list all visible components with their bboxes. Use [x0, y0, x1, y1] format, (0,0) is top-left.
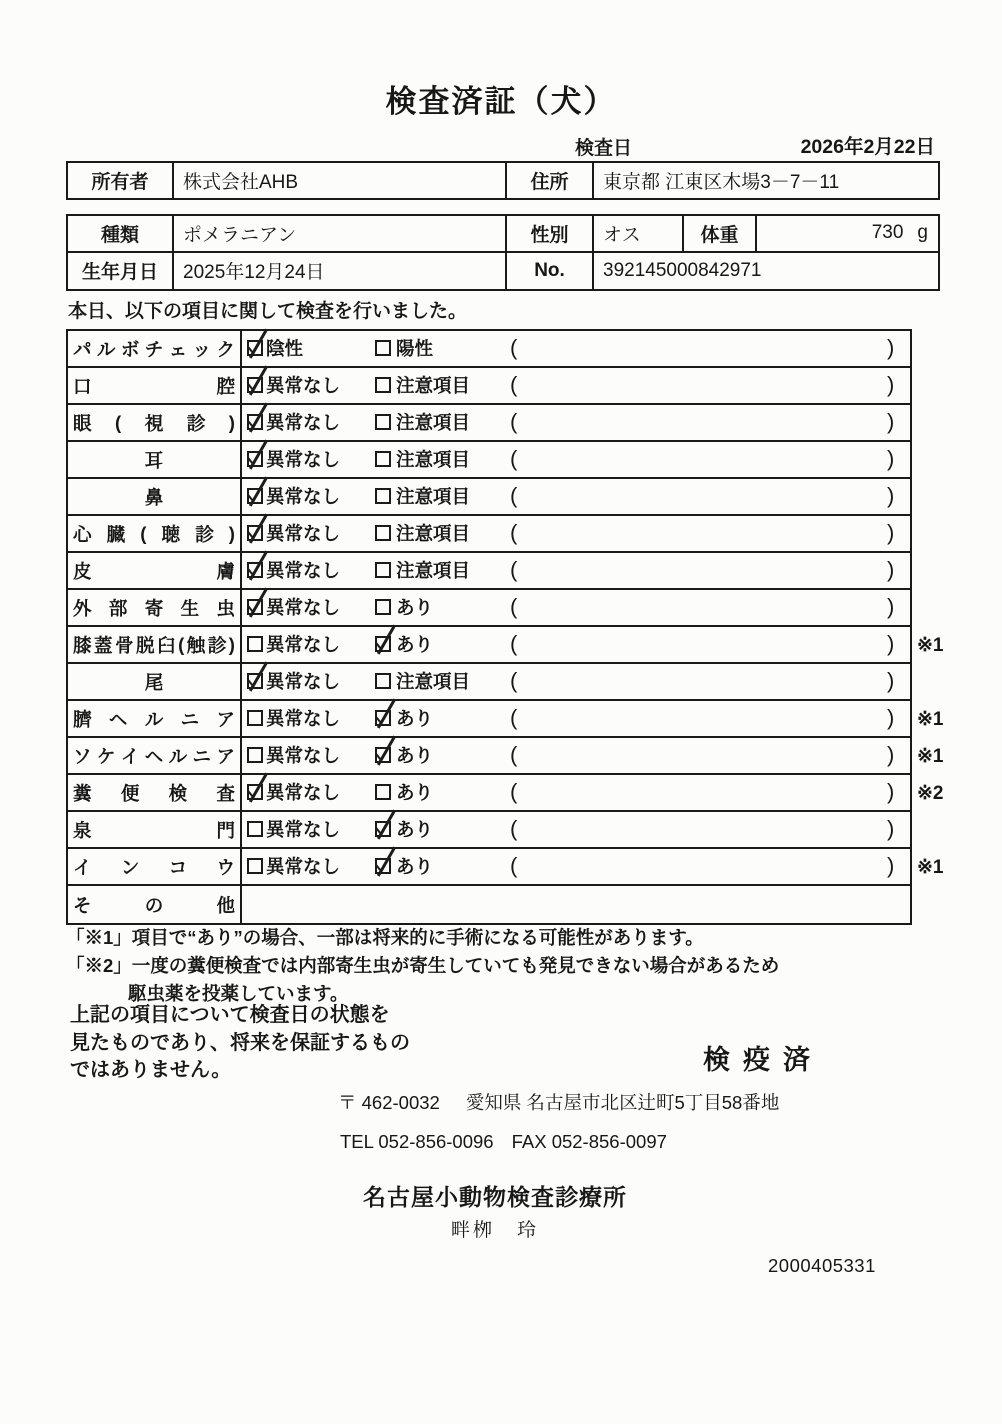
remarks-paren-close: ): [887, 372, 895, 397]
exam-item-label-char: 他: [216, 894, 235, 916]
empty-checkbox-icon: [247, 636, 263, 652]
sex-value: オス: [594, 216, 684, 253]
exam-item-label-char: 脱: [136, 634, 155, 656]
checked-checkbox-icon: [247, 599, 263, 615]
exam-result: [242, 701, 910, 736]
exam-result: [242, 627, 910, 662]
exam-item-label-char: 生: [180, 597, 200, 619]
remarks-paren-open: (: [510, 557, 518, 582]
no-label: No.: [507, 253, 594, 290]
exam-row: [68, 886, 910, 923]
exam-result: [242, 664, 910, 699]
exam-row: [68, 738, 944, 775]
exam-item-label-char: 臍: [73, 708, 92, 730]
exam-item-label-char: ボ: [120, 338, 140, 360]
option-1-label: 異常なし: [266, 597, 341, 618]
breed-label: 種類: [68, 216, 174, 253]
exam-item-label: [68, 368, 242, 403]
exam-item-label: [68, 812, 242, 847]
exam-item-label-char: 糞: [73, 782, 92, 804]
exam-item-label-char: 鼻: [144, 486, 164, 508]
exam-item-label-char: 部: [108, 597, 128, 619]
exam-item-label: [68, 479, 242, 514]
inspection-date-label: 検査日: [575, 138, 633, 159]
disclaimer-line: ではありません。: [70, 1059, 232, 1081]
exam-item-label: [68, 849, 242, 884]
exam-item-label-char: パ: [73, 338, 92, 360]
option-2-label: あり: [396, 708, 434, 729]
exam-row: [68, 590, 910, 627]
checked-checkbox-icon: [247, 377, 263, 393]
exam-row: [68, 627, 944, 664]
exam-item-label-char: コ: [168, 856, 188, 878]
clinic-fax: FAX 052-856-0097: [511, 1131, 667, 1152]
empty-checkbox-icon: [247, 747, 263, 763]
exam-item-label-char: 便: [120, 782, 140, 804]
exam-item-label-char: ): [228, 411, 235, 433]
empty-checkbox-icon: [247, 858, 263, 874]
remarks-paren-close: ): [887, 557, 895, 582]
exam-item-label-char: (: [178, 633, 185, 655]
exam-item-label-char: 膝: [73, 634, 92, 656]
exam-item-label-char: イ: [73, 856, 92, 878]
page-title: 検査済証（犬）: [385, 84, 617, 119]
exam-item-label-char: ク: [216, 338, 235, 360]
exam-item-label-char: 外: [73, 597, 92, 619]
remarks-paren-close: ): [887, 779, 895, 804]
option-2-label: あり: [396, 597, 434, 618]
exam-item-label-char: 臼: [157, 634, 176, 656]
exam-item-label: [68, 553, 242, 588]
exam-result: [242, 331, 910, 366]
remarks-paren-open: (: [510, 335, 518, 360]
exam-item-label: [68, 331, 242, 366]
empty-checkbox-icon: [375, 488, 391, 504]
clinic-tel-line: [340, 1131, 667, 1153]
footnote-ref: ※1: [917, 709, 944, 730]
exam-result: [242, 590, 910, 625]
exam-item-label-char: ヘ: [108, 708, 128, 730]
disclaimer-line: 上記の項目について検査日の状態を: [70, 1004, 390, 1026]
exam-item-label-char: 診: [207, 634, 227, 656]
exam-item-label-char: ル: [168, 745, 188, 767]
clinic-postal-line: [338, 1089, 779, 1115]
option-1-label: 異常なし: [266, 560, 341, 581]
option-2-label: あり: [396, 782, 434, 803]
exam-item-label-char: 尾: [144, 671, 164, 693]
checked-checkbox-icon: [375, 821, 391, 837]
breed-value: ポメラニアン: [174, 216, 507, 253]
weight-unit: g: [917, 222, 928, 244]
exam-item-label-char: ン: [120, 856, 140, 878]
exam-result: [242, 738, 910, 773]
remarks-paren-close: ): [887, 705, 895, 730]
checked-checkbox-icon: [247, 340, 263, 356]
exam-result: [242, 812, 910, 847]
exam-item-label: [68, 627, 242, 662]
remarks-paren-open: (: [510, 483, 518, 508]
exam-row: [68, 331, 910, 368]
exam-item-label-char: ニ: [192, 745, 212, 767]
exam-item-label-char: 虫: [216, 597, 235, 619]
exam-item-label-char: 心: [73, 523, 92, 545]
exam-item-label-char: ): [228, 633, 235, 655]
option-2-label: あり: [396, 634, 434, 655]
exam-item-label-char: 泉: [73, 819, 92, 841]
exam-result: [242, 516, 910, 551]
footnote-line: 「※2」一度の糞便検査では内部寄生虫が寄生していても発見できない場合があるため: [66, 955, 780, 976]
exam-item-label-char: 触: [186, 634, 206, 656]
disclaimer-text: [70, 1002, 410, 1085]
remarks-paren-open: (: [510, 705, 518, 730]
exam-item-label-char: 皮: [73, 560, 92, 582]
option-2-label: あり: [396, 856, 434, 877]
remarks-paren-close: ): [887, 335, 895, 360]
remarks-paren-open: (: [510, 853, 518, 878]
checked-checkbox-icon: [247, 673, 263, 689]
remarks-paren-close: ): [887, 594, 895, 619]
clinic-block: [295, 1179, 695, 1242]
exam-item-label-char: 腔: [216, 375, 235, 397]
empty-checkbox-icon: [375, 599, 391, 615]
exam-item-label-char: (: [115, 411, 122, 433]
address-value: 東京都 江東区木場3－7－11: [603, 172, 840, 193]
empty-checkbox-icon: [375, 673, 391, 689]
clinic-name: 名古屋小動物検査診療所: [363, 1184, 627, 1210]
exam-item-label-char: 聴: [161, 523, 181, 545]
exam-row: [68, 516, 910, 553]
exam-item-label-char: ル: [144, 708, 164, 730]
exam-item-label: [68, 442, 242, 477]
exam-item-label-char: 査: [216, 782, 235, 804]
owner-value: 株式会社AHB: [174, 163, 507, 198]
sex-label: 性別: [507, 216, 594, 253]
option-2-label: 注意項目: [396, 671, 471, 692]
exam-item-label-char: ア: [216, 708, 235, 730]
exam-result: [242, 849, 910, 884]
exam-item-label-char: そ: [73, 894, 92, 916]
exam-item-label: [68, 775, 242, 810]
empty-checkbox-icon: [375, 451, 391, 467]
empty-checkbox-icon: [375, 340, 391, 356]
option-2-label: 注意項目: [396, 375, 471, 396]
exam-table: [66, 329, 944, 925]
exam-result: [242, 405, 910, 440]
remarks-paren-open: (: [510, 520, 518, 545]
exam-item-label-char: ヘ: [144, 745, 164, 767]
option-1-label: 異常なし: [266, 782, 341, 803]
exam-item-label-char: ソ: [73, 745, 92, 767]
exam-item-label-char: ェ: [168, 338, 188, 360]
exam-row: [68, 701, 944, 738]
option-1-label: 異常なし: [266, 708, 341, 729]
exam-item-label-char: 蓋: [94, 634, 113, 656]
no-value: 392145000842971: [603, 259, 762, 281]
checked-checkbox-icon: [247, 414, 263, 430]
clinic-tel: TEL 052-856-0096: [340, 1131, 494, 1152]
empty-checkbox-icon: [375, 414, 391, 430]
footnote-ref: ※1: [917, 635, 944, 656]
owner-label: 所有者: [68, 163, 174, 198]
exam-item-label: [68, 701, 242, 736]
option-2-label: 注意項目: [396, 449, 471, 470]
exam-item-label-char: 検: [168, 782, 188, 804]
exam-row: [68, 849, 944, 886]
exam-item-label-char: ア: [216, 745, 235, 767]
option-1-label: 陰性: [266, 338, 304, 359]
exam-item-label: [68, 590, 242, 625]
exam-item-label: [68, 886, 242, 923]
exam-item-label-char: 診: [195, 523, 214, 545]
empty-checkbox-icon: [375, 525, 391, 541]
option-1-label: 異常なし: [266, 819, 341, 840]
checked-checkbox-icon: [375, 858, 391, 874]
option-1-label: 異常なし: [266, 449, 341, 470]
exam-item-label-char: 寄: [144, 597, 164, 619]
exam-item-label-char: (: [140, 522, 147, 544]
exam-item-label-char: 膚: [216, 560, 235, 582]
exam-row: [68, 442, 910, 479]
option-1-label: 異常なし: [266, 412, 341, 433]
exam-item-label-char: ケ: [96, 745, 116, 767]
remarks-paren-open: (: [510, 372, 518, 397]
checked-checkbox-icon: [375, 636, 391, 652]
exam-result: [242, 442, 910, 477]
exam-item-label-char: ): [228, 522, 235, 544]
exam-item-label-char: イ: [120, 745, 140, 767]
empty-checkbox-icon: [247, 710, 263, 726]
remarks-paren-close: ): [887, 668, 895, 693]
remarks-paren-close: ): [887, 446, 895, 471]
option-1-label: 異常なし: [266, 856, 341, 877]
option-2-label: 陽性: [396, 338, 434, 359]
footnote-ref: ※1: [917, 746, 944, 767]
remarks-paren-open: (: [510, 409, 518, 434]
weight-value: [757, 216, 938, 253]
exam-item-label: [68, 664, 242, 699]
option-1-label: 異常なし: [266, 671, 341, 692]
empty-checkbox-icon: [247, 821, 263, 837]
exam-row: [68, 368, 910, 405]
exam-row: [68, 664, 910, 701]
remarks-paren-open: (: [510, 446, 518, 471]
option-1-label: 異常なし: [266, 634, 341, 655]
clinic-address: 愛知県 名古屋市北区辻町5丁目58番地: [465, 1092, 780, 1113]
weight-number: 730: [871, 222, 904, 244]
exam-item-label-char: ニ: [180, 708, 200, 730]
checked-checkbox-icon: [247, 488, 263, 504]
serial-number: 2000405331: [768, 1255, 876, 1276]
exam-item-label-char: ッ: [192, 338, 212, 360]
option-2-label: 注意項目: [396, 523, 471, 544]
checked-checkbox-icon: [247, 562, 263, 578]
empty-checkbox-icon: [375, 784, 391, 800]
checked-checkbox-icon: [247, 525, 263, 541]
exam-row: [68, 775, 944, 812]
empty-checkbox-icon: [375, 377, 391, 393]
remarks-paren-close: ): [887, 520, 895, 545]
exam-item-label-char: 口: [73, 375, 92, 397]
exam-item-label-char: 耳: [144, 449, 164, 471]
remarks-paren-open: (: [510, 594, 518, 619]
pet-table: [66, 214, 940, 291]
footnote-line: 「※1」項目で“あり”の場合、一部は将来的に手術になる可能性があります。: [66, 927, 704, 948]
option-1-label: 異常なし: [266, 486, 341, 507]
exam-item-label: [68, 405, 242, 440]
option-1-label: 異常なし: [266, 375, 341, 396]
exam-row: [68, 812, 910, 849]
intro-text: 本日、以下の項目に関して検査を行いました。: [68, 301, 468, 322]
option-2-label: 注意項目: [396, 560, 471, 581]
exam-item-label: [68, 516, 242, 551]
clinic-postal-code: 〒 462-0032: [338, 1092, 440, 1113]
exam-row: [68, 405, 910, 442]
remarks-paren-open: (: [510, 779, 518, 804]
checked-checkbox-icon: [247, 784, 263, 800]
option-2-label: あり: [396, 745, 434, 766]
remarks-paren-open: (: [510, 631, 518, 656]
exam-item-label-char: チ: [144, 338, 164, 360]
exam-result: [242, 553, 910, 588]
exam-result: [242, 886, 910, 923]
disclaimer-line: 見たものであり、将来を保証するもの: [70, 1031, 410, 1054]
quarantine-stamp: 検疫済: [703, 1045, 823, 1075]
exam-result: [242, 368, 910, 403]
exam-result: [242, 775, 910, 810]
address-label: 住所: [507, 163, 594, 198]
birthdate-label: 生年月日: [68, 253, 174, 290]
exam-item-label-char: の: [144, 894, 164, 916]
remarks-paren-close: ): [887, 853, 895, 878]
remarks-paren-close: ): [887, 409, 895, 434]
option-2-label: 注意項目: [396, 412, 471, 433]
exam-item-label-char: ウ: [216, 856, 235, 878]
owner-table: [66, 161, 940, 200]
weight-label: 体重: [684, 216, 757, 253]
empty-checkbox-icon: [375, 562, 391, 578]
birthdate-value: 2025年12月24日: [174, 253, 507, 290]
exam-item-label-char: 診: [186, 412, 206, 434]
remarks-paren-close: ): [887, 816, 895, 841]
option-1-label: 異常なし: [266, 523, 341, 544]
inspection-date-value: 2026年2月22日: [800, 136, 935, 158]
exam-item-label-char: 視: [144, 412, 164, 434]
exam-item-label-char: 眼: [73, 412, 92, 434]
option-1-label: 異常なし: [266, 745, 341, 766]
exam-row: [68, 553, 910, 590]
checked-checkbox-icon: [375, 747, 391, 763]
exam-item-label-char: 骨: [115, 634, 134, 656]
exam-item-label-char: 臓: [106, 523, 126, 545]
remarks-paren-close: ): [887, 631, 895, 656]
footnote-ref: ※1: [917, 857, 944, 878]
remarks-paren-close: ): [887, 742, 895, 767]
vet-name: 畔栁 玲: [450, 1220, 539, 1241]
exam-item-label-char: ル: [96, 338, 116, 360]
exam-result: [242, 479, 910, 514]
remarks-paren-open: (: [510, 816, 518, 841]
option-2-label: あり: [396, 819, 434, 840]
exam-item-label: [68, 738, 242, 773]
footnote-line: 駆虫薬を投薬しています。: [128, 983, 349, 1004]
exam-row: [68, 479, 910, 516]
footnotes: [66, 924, 779, 1008]
option-2-label: 注意項目: [396, 486, 471, 507]
remarks-paren-open: (: [510, 668, 518, 693]
remarks-paren-close: ): [887, 483, 895, 508]
footnote-ref: ※2: [917, 783, 944, 804]
checked-checkbox-icon: [247, 451, 263, 467]
exam-item-label-char: 門: [216, 819, 235, 841]
checked-checkbox-icon: [375, 710, 391, 726]
remarks-paren-open: (: [510, 742, 518, 767]
